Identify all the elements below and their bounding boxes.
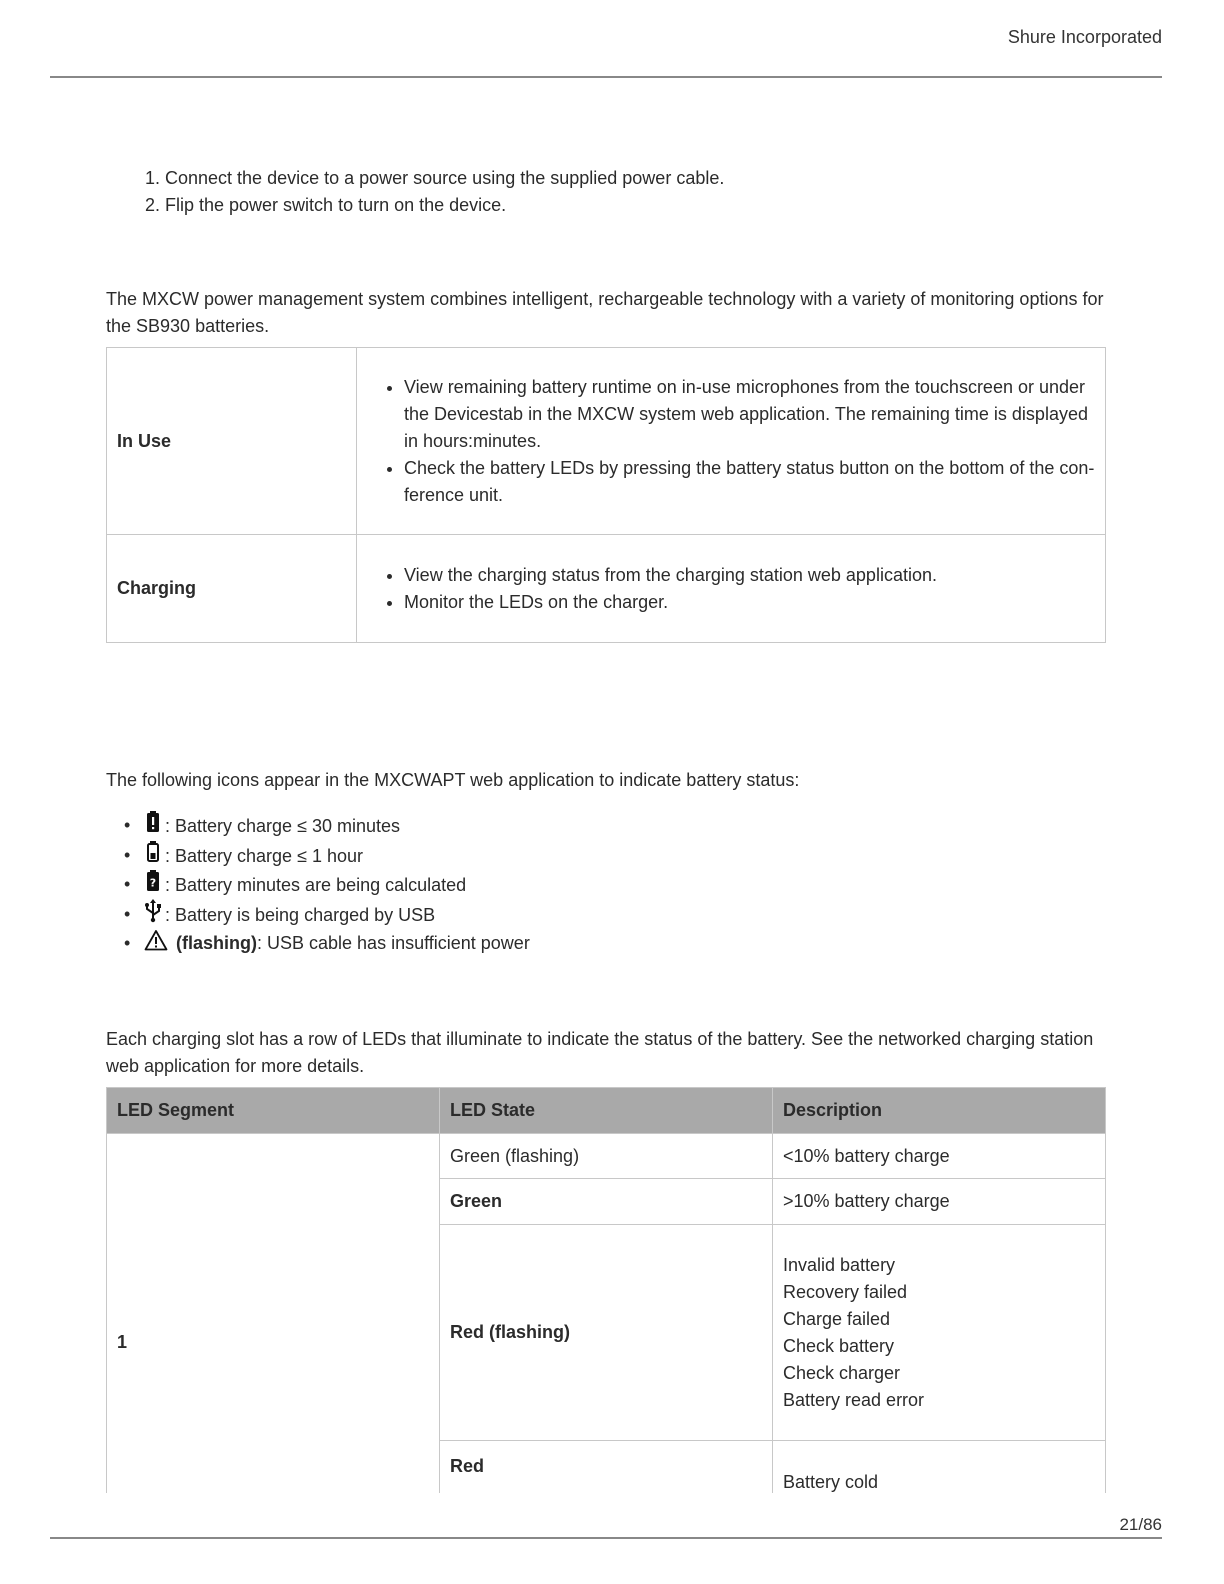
usb-icon bbox=[144, 899, 162, 932]
column-header: LED Segment bbox=[107, 1088, 440, 1134]
description-line: Invalid battery bbox=[783, 1254, 896, 1275]
list-item: • View remaining battery runtime on in-use microphones from the touchscreen or under the Devicestab in the MXCW system web application. The remaining time is displayed in hours:minutes. bbox=[404, 374, 1095, 455]
icon-description: : USB cable has insufficient power bbox=[257, 933, 530, 953]
led-state-cell: Red bbox=[440, 1441, 773, 1551]
battery-alert-icon bbox=[144, 810, 162, 843]
power-management-intro: The MXCW power management system combines intelligent, rechargeable technology with a variety of monitoring options for the SB930 batteries. bbox=[106, 289, 1104, 336]
row-label-in-use: In Use bbox=[107, 348, 357, 535]
row-label-charging: Charging bbox=[107, 535, 357, 643]
icon-description: : Battery is being charged by USB bbox=[165, 904, 436, 925]
led-section-intro: Each charging slot has a row of LEDs that illuminate to indicate the status of the battery. See the networked charging station web application for more details. bbox=[106, 1029, 1094, 1076]
warning-icon bbox=[144, 929, 168, 960]
list-item: • Check the battery LEDs by pressing the battery status button on the bottom of the conference unit. bbox=[404, 455, 1095, 509]
list-item bbox=[144, 869, 530, 899]
icon-state-label: (flashing) bbox=[171, 933, 257, 953]
header-company: Shure Incorporated bbox=[1007, 27, 1162, 47]
led-segment-cell: 1 bbox=[107, 1134, 440, 1551]
battery-icons-list bbox=[106, 810, 530, 958]
description-line: Check battery bbox=[783, 1335, 895, 1356]
description-cell bbox=[773, 1225, 1106, 1441]
row-content bbox=[357, 535, 1106, 643]
footer-divider bbox=[50, 1537, 1162, 1539]
table-row bbox=[107, 348, 1106, 535]
battery-icons-intro: The following icons appear in the MXCWAPT web application to indicate battery status: bbox=[106, 770, 800, 790]
list-item: • View the charging status from the charging station web application. bbox=[404, 562, 1095, 589]
row-content bbox=[357, 348, 1106, 535]
list-item: • Monitor the LEDs on the charger. bbox=[404, 589, 1095, 616]
column-header: LED State bbox=[440, 1088, 773, 1134]
description-line: Charge failed bbox=[783, 1308, 891, 1329]
list-item bbox=[144, 810, 530, 840]
list-item: 1. Connect the device to a power source using the supplied power cable. bbox=[165, 165, 724, 192]
description-line: Recovery failed bbox=[783, 1281, 908, 1302]
led-state-cell: Green (flashing) bbox=[440, 1134, 773, 1179]
description-line: Check charger bbox=[783, 1362, 901, 1383]
table-row bbox=[107, 1134, 1106, 1179]
page-number: 21/86 bbox=[1119, 1515, 1162, 1534]
table-row bbox=[107, 535, 1106, 643]
header-divider bbox=[50, 76, 1162, 78]
list-item: 2. Flip the power switch to turn on the device. bbox=[165, 192, 724, 219]
description-cell: <10% battery charge bbox=[773, 1134, 1106, 1179]
svg-text:?: • ? bbox=[149, 876, 157, 890]
description-line: Battery read error bbox=[783, 1389, 925, 1410]
description-cell: Battery cold bbox=[773, 1441, 1106, 1551]
battery-unknown-icon bbox=[144, 869, 162, 902]
led-state-cell: Red (flashing) bbox=[440, 1225, 773, 1441]
battery-low-icon bbox=[144, 840, 162, 873]
column-header: Description bbox=[773, 1088, 1106, 1134]
monitoring-table bbox=[106, 347, 1106, 643]
icon-description: : Battery charge ≤ 1 hour bbox=[165, 845, 363, 866]
icon-description: : Battery charge ≤ 30 minutes bbox=[165, 816, 400, 836]
led-table bbox=[106, 1087, 1106, 1551]
table-header-row bbox=[107, 1088, 1106, 1134]
led-state-cell: Green bbox=[440, 1179, 773, 1225]
list-item bbox=[144, 899, 530, 929]
list-item bbox=[144, 928, 530, 958]
icon-description: : Battery minutes are being calculated bbox=[165, 875, 467, 895]
description-cell: >10% battery charge bbox=[773, 1179, 1106, 1225]
list-item bbox=[144, 840, 530, 870]
power-steps-list bbox=[106, 165, 724, 219]
